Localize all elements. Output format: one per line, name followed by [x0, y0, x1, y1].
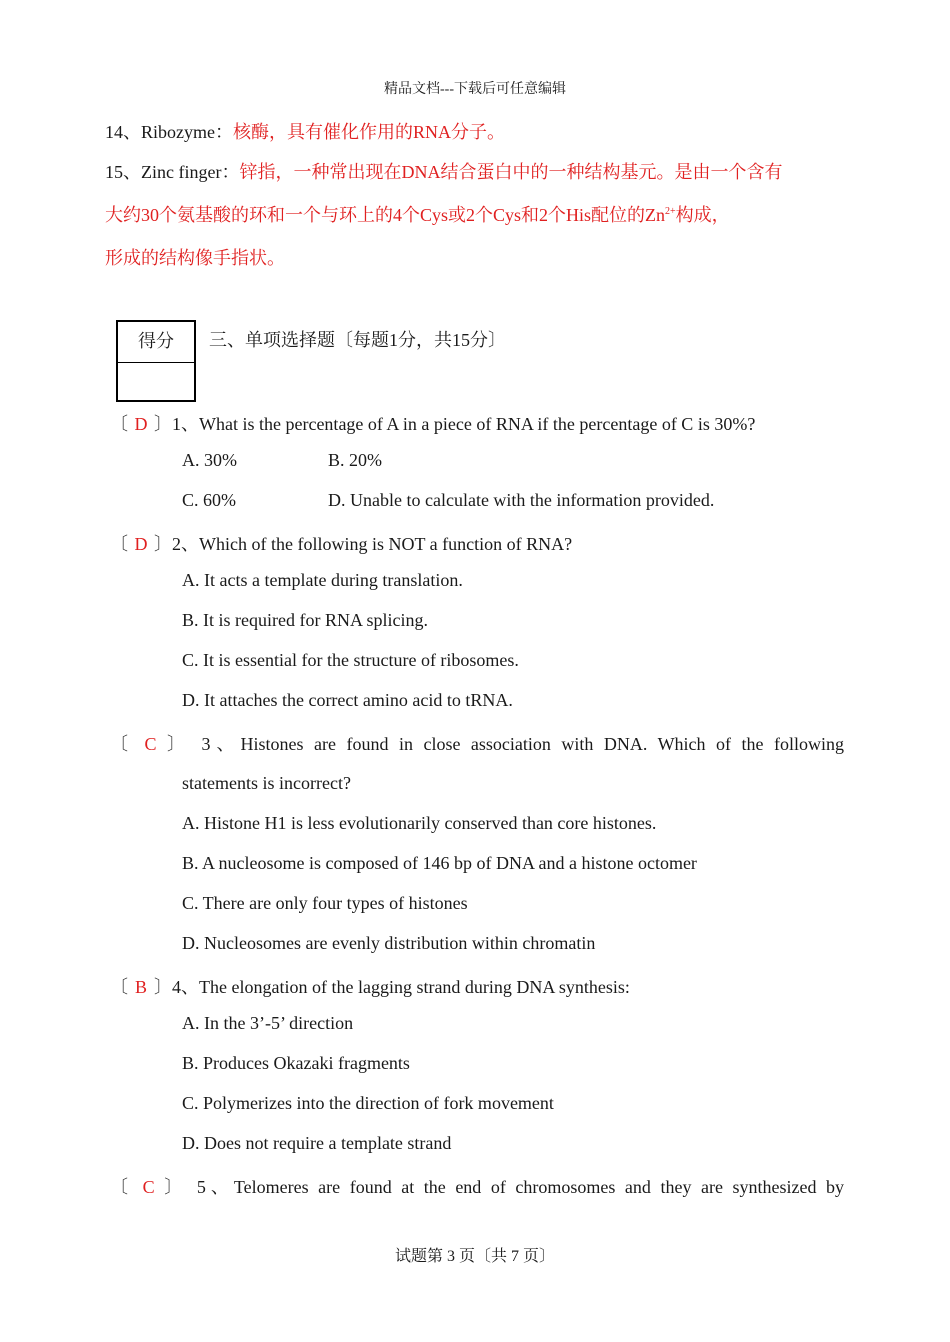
answer-5: C — [142, 1177, 155, 1197]
q4-option-b: B. Produces Okazaki fragments — [182, 1053, 410, 1073]
term-14-def: 核酶，具有催化作用的RNA分子。 — [233, 122, 506, 142]
q2-option-a: A. It acts a template during translation. — [182, 570, 463, 590]
question-3-text: 3、Histones are found in close association with DNA. Which of the following — [201, 734, 845, 754]
term-14-label: 14、Ribozyme： — [105, 122, 233, 142]
term-15-label: 15、Zinc finger： — [105, 162, 240, 182]
question-4-text: 4、The elongation of the lagging strand during DNA synthesis: — [172, 977, 630, 997]
q1-option-b: B. 20% — [328, 450, 382, 470]
term-15-def-line1: 锌指，一种常出现在DNA结合蛋白中的一种结构基元。是由一个含有 — [239, 162, 783, 182]
score-box-label: 得分 — [118, 322, 194, 363]
question-1: 〔 D 〕1、What is the percentage of A in a piece of RNA if the percentage of C is 30%? — [110, 414, 756, 434]
q3-option-a: A. Histone H1 is less evolutionarily conserved than core histones. — [182, 813, 657, 833]
q2-option-c: C. It is essential for the structure of ribosomes. — [182, 650, 519, 670]
q3-option-b: B. A nucleosome is composed of 146 bp of DNA and a histone octomer — [182, 853, 697, 873]
answer-2: D — [134, 534, 148, 554]
term-14 — [105, 118, 505, 144]
q2-option-b: B. It is required for RNA splicing. — [182, 610, 428, 630]
answer-1: D — [134, 414, 148, 434]
q3-option-c: C. There are only four types of histones — [182, 893, 468, 913]
question-1-text: 1、What is the percentage of A in a piece of RNA if the percentage of C is 30%? — [172, 414, 756, 434]
score-box — [116, 320, 196, 402]
q1-option-c: C. 60% — [182, 490, 236, 510]
q1-option-a: A. 30% — [182, 450, 237, 470]
term-15 — [105, 158, 782, 184]
term-15-def-line2: 大约30个氨基酸的环和一个与环上的4个Cys或2个Cys和2个His配位的$Zn^{2+}$构成， — [105, 205, 730, 225]
answer-4: B — [134, 977, 147, 997]
question-5-text: 5、Telomeres are found at the end of chromosomes and they are synthesized by — [196, 1177, 845, 1197]
section-title: 三、单项选择题〔每题1分，共15分〕 — [209, 330, 506, 350]
question-2-text: 2、Which of the following is NOT a function of RNA? — [172, 534, 573, 554]
q4-option-a: A. In the 3’-5’ direction — [182, 1013, 354, 1033]
question-4: 〔 B 〕4、The elongation of the lagging strand during DNA synthesis: — [110, 977, 630, 997]
q3-option-d: D. Nucleosomes are evenly distribution within chromatin — [182, 933, 596, 953]
page-footer: 试题第 3 页〔共 7 页〕 — [394, 1248, 555, 1265]
question-3-text-cont: statements is incorrect? — [182, 773, 351, 793]
page-header: 精品文档---下载后可任意编辑 — [384, 82, 566, 97]
q4-option-c: C. Polymerizes into the direction of fork movement — [182, 1093, 554, 1113]
q4-option-d: D. Does not require a template strand — [182, 1133, 452, 1153]
term-15-def-line3: 形成的结构像手指状。 — [105, 248, 285, 268]
q1-option-d: D. Unable to calculate with the information provided. — [328, 490, 715, 510]
answer-3: C — [144, 734, 157, 754]
q2-option-d: D. It attaches the correct amino acid to tRNA. — [182, 690, 513, 710]
question-5: 〔 C 〕 5、Telomeres are found at the end of chromosomes and they are synthesized by — [110, 1177, 845, 1197]
question-2: 〔 D 〕2、Which of the following is NOT a function of RNA? — [110, 534, 573, 554]
question-3: 〔 C 〕 3、Histones are found in close association with DNA. Which of the following — [110, 734, 845, 754]
